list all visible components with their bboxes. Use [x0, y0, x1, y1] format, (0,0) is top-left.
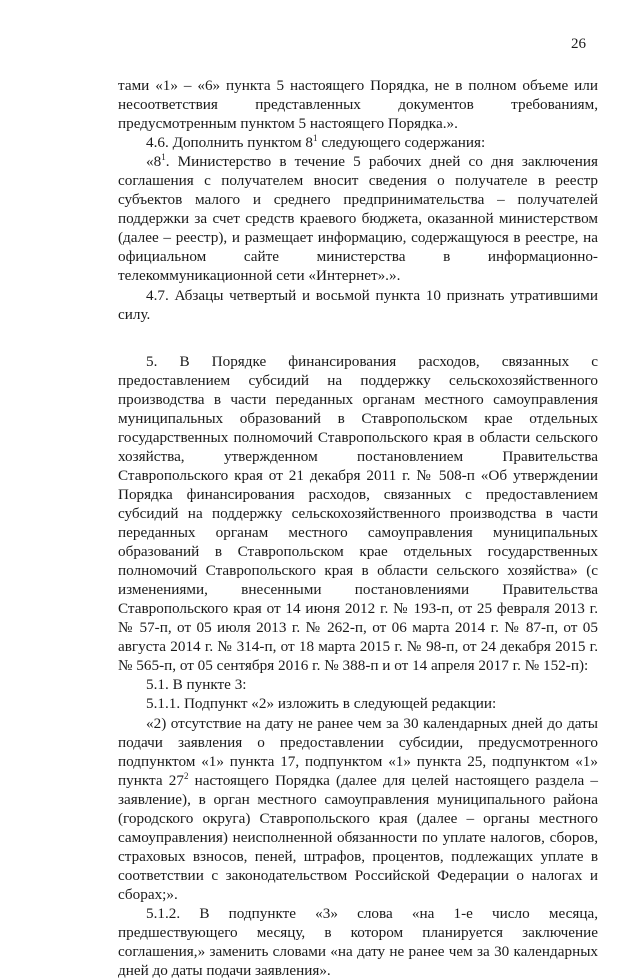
- page-number: 26: [571, 36, 586, 52]
- paragraph-continuation: тами «1» – «6» пункта 5 настоящего Порядка, не в полном объеме или несоответствия представленных документов требованиям, предусмотренным пунктом 5 настоящего Порядка.».: [118, 77, 598, 133]
- paragraph-5-1: 5.1. В пункте 3:: [146, 676, 247, 694]
- paragraph-8-1-text: . Министерство в течение 5 рабочих дней со дня заключения соглашения с получателем вносит сведения о получателе в реестр субъектов малого и среднего предпринимательства – получателей поддержки за счет средств краевого бюджета, оказанной министерством (далее – реестр), и размещает информацию, содержащуюся в реестре, на официальном сайте министерства в информационно-телекоммуникационной сети «Интернет».».: [118, 153, 598, 285]
- paragraph-5-1-1: 5.1.1. Подпункт «2» изложить в следующей редакции:: [146, 695, 497, 713]
- paragraph-8-1-open: «8: [146, 153, 162, 171]
- paragraph-5: 5. В Порядке финансирования расходов, связанных с предоставлением субсидий на поддержку сельскохозяйственного производства в части переданных органам местного самоуправления муниципальных образований в Ставропольском крае отдельных государственных полномочий Ставропольского края в области сельского хозяйства, утвержденном постановлением Правительства Ставропольского края от 21 декабря 2011 г. № 508-п «Об утверждении Порядка финансирования расходов, связанных с предоставлением субсидий на поддержку сельскохозяйственного производства в части переданных органам местного самоуправления муниципальных образований в Ставропольском крае отдельных государственных полномочий Ставропольского края в области сельского хозяйства» (с изменениями, внесенными постановлениями Правительства Ставропольского края от 14 июня 2012 г. № 193-п, от 25 февраля 2013 г. № 57-п, от 05 июля 2013 г. № 262-п, от 06 марта 2014 г. № 87-п, от 05 августа 2014 г. № 314-п, от 18 марта 2015 г. № 98-п, от 24 декабря 2015 г. № 565-п, от 05 сентября 2016 г. № 388-п и от 14 апреля 2017 г. № 152-п):: [118, 352, 598, 675]
- paragraph-quote-2-text: «2) отсутствие на дату не ранее чем за 30 календарных дней до даты подачи заявления о предоставлении субсидии, предусмотренного подпунктом «1» пункта 17, подпунктом «1» пункта 25, подпунктом «1» пункта 27: [118, 714, 598, 789]
- paragraph-5-1-2: 5.1.2. В подпункте «3» слова «на 1-е число месяца, предшествующего месяцу, в котором планируется заключение соглашения,» заменить словами «на дату не ранее чем за 30 календарных дней до даты подачи заявления».: [118, 904, 598, 980]
- superscript: 1: [313, 133, 318, 144]
- paragraph-4-6-tail: следующего содержания:: [317, 134, 486, 152]
- superscript: 1: [161, 152, 166, 163]
- document-body: [118, 76, 598, 980]
- paragraph-quote-2: [118, 714, 598, 904]
- superscript: 2: [183, 770, 189, 781]
- paragraph-4-6-text: 4.6. Дополнить пунктом 8: [146, 134, 314, 152]
- paragraph-quote-2-tail: настоящего Порядка (далее для целей настоящего раздела – заявление), в орган местного самоуправления муниципального района (городского округа) Ставропольского края (далее – органы местного самоуправления) неисполненной обязанности по уплате налогов, сборов, страховых взносов, пеней, штрафов, процентов, подлежащих уплате в соответствии с законодательством Российской Федерации о налогах и сборах;».: [118, 771, 598, 903]
- paragraph-4-7: 4.7. Абзацы четвертый и восьмой пункта 10 признать утратившими силу.: [118, 286, 598, 323]
- paragraph-4-6: [118, 133, 598, 152]
- paragraph-spacer: [118, 324, 598, 352]
- paragraph-8-1: [118, 152, 598, 285]
